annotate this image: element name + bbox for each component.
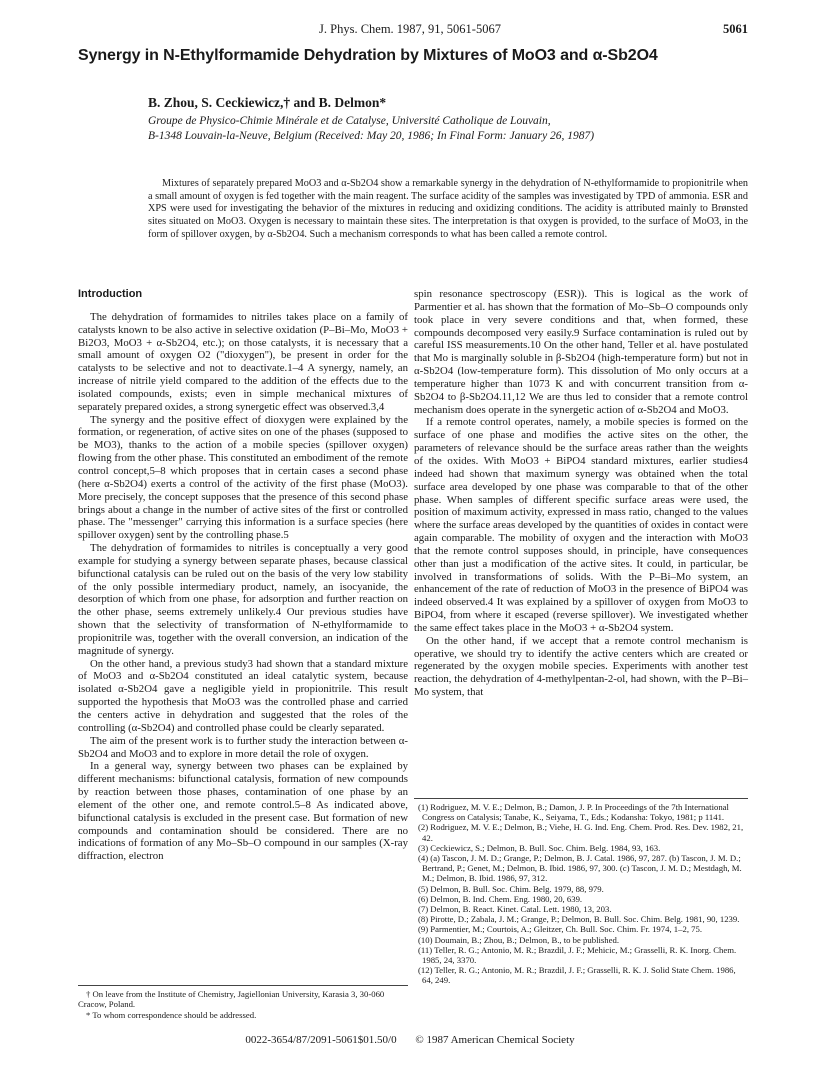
paragraph: On the other hand, if we accept that a remote control mechanism is operative, we should try to identify the active centers which are created or regenerated by the oxygen mobile species. Experiments with another test reaction, the dehydration of 4-methylpentan-2-ol, had shown, with the P–Bi–Mo system, that	[414, 634, 748, 699]
affiliation: Groupe de Physico-Chimie Minérale et de Catalyse, Université Catholique de Louvain, B-1348 Louvain-la-Neuve, Belgium (Received: May 20, 1986; In Final Form: January 26, 1987)	[148, 115, 595, 142]
paragraph: In a general way, synergy between two phases can be explained by different mechanisms: bifunctional catalysis, formation of new compounds by reaction between those phases, contamination of one phase by an element of the other one, and remote control.5–8 As indicated above, bifunctional catalysis is excluded in the present case. But formation of new compounds and contamination should be considered. There are no indications of formation of any Mo–Sb–O compound in our samples (X-ray diffraction, electron	[78, 760, 408, 863]
paragraph: If a remote control operates, namely, a mobile species is formed on the surface of one phase and modifies the active sites on the other, the parameters of relevance should be the surface areas rather than the weights of the oxides. With MoO3 + BiPO4 standard mixtures, earlier studies4 indeed had shown that maximum synergy was obtained when the total surface area developed by one phase was comparable to that of the other phase. When samples of different specific surface areas were used, the position of maximum activity, expressed in mass ratio, changed to the values where the surface areas developed by the quantities of oxides in contact were again comparable. The mobility of oxygen and the interaction with MoO3 that the remote control supposes should, in principle, have consequences other than just a modification of the active sites. It could, in particular, be involved in transformations of solids. With the P–Bi–Mo system, an enhancement of the rate of reduction of MoO3 in the presence of BiPO4 was indeed observed.4 It was explained by a spillover of oxygen from MoO3 to BiPO4, from where it escaped (reverse spillover). We investigated whether the same effect takes place in the MoO3 + α-Sb2O4 system.	[414, 416, 748, 634]
paragraph: The dehydration of formamides to nitriles is conceptually a very good example for studying a synergy between separate phases, because classical bifunctional catalysis can be ruled out on the basis of the very low stability of the only possible intermediary product, namely, an isocyanide, the desorption of which from one phase, for adsorption and further reaction on the other phase, seems extremely unlikely.4 Our previous studies have shown that the selectivity of transformation of N-ethylformamide to propionitrile was, together with the overall conversion, an indication of the magnitude of synergy.	[78, 542, 408, 657]
paragraph: The dehydration of formamides to nitriles takes place on a family of catalysts known to be also active in selective oxidation (P–Bi–Mo, MoO3 + Bi2O3, MoO3 + α-Sb2O4, etc.); on those catalysts, it is necessary that a small amount of oxygen O2 ("dioxygen"), be present in order for the catalysts to be selective and not to deactivate.1–4 A synergy, namely, an increase of nitrile yield compared to the addition of the effects due to the isolated compounds, exists; even in simple mechanical mixtures of separately prepared oxides, a strong synergetic effect was observed.3,4	[78, 310, 408, 413]
left-column	[78, 288, 408, 863]
article-title: Synergy in N-Ethylformamide Dehydration by Mixtures of MoO3 and α-Sb2O4	[78, 47, 658, 64]
reference-item: (9) Parmentier, M.; Courtois, A.; Gleitzer, Ch. Bull. Soc. Chim. Fr. 1974, 1–2, 75.	[418, 924, 703, 935]
reference-item: (4) (a) Tascon, J. M. D.; Grange, P.; Delmon, B. J. Catal. 1986, 97, 287. (b) Tascon, J. M. D.; Bertrand, P.; Genet, M.; Delmon, B. Ibid. 1986, 97, 300. (c) Tascon, J. M. D.; Mestdagh, M. M.; Delmon, B. Ibid. 1986, 97, 312.	[418, 853, 742, 884]
footnotes	[78, 985, 408, 1022]
reference-item: (10) Doumain, B.; Zhou, B.; Delmon, B., to be published.	[418, 934, 620, 945]
footnote-affiliation: † On leave from the Institute of Chemistry, Jagiellonian University, Karasia 3, 30-060 Cracow, Poland.	[78, 989, 385, 1010]
author-list: B. Zhou, S. Ceckiewicz,† and B. Delmon*	[148, 95, 387, 110]
right-column	[414, 288, 748, 699]
reference-item: (12) Teller, R. G.; Antonio, M. R.; Brazdil, J. F.; Grasselli, R. K. J. Solid State Chem. 1986, 64, 249.	[418, 965, 736, 986]
section-heading: Introduction	[78, 288, 143, 300]
reference-item: (3) Ceckiewicz, S.; Delmon, B. Bull. Soc. Chim. Belg. 1984, 93, 163.	[418, 842, 661, 853]
paragraph: On the other hand, a previous study3 had shown that a standard mixture of MoO3 and α-Sb2O4 constituted an ideal catalytic system, because isolated α-Sb2O4 gave a negligible yield in propionitrile. This result supported the hypothesis that MoO3 was the controlled phase and carried the centers active in dehydration and suggested that the roles of the controlling (α-Sb2O4) and controlled phase could be clearly separated.	[78, 657, 408, 734]
footnote-correspondence: * To whom correspondence should be addressed.	[86, 1010, 257, 1021]
abstract: Mixtures of separately prepared MoO3 and α-Sb2O4 show a remarkable synergy in the dehydration of N-ethylformamide to propionitrile when a small amount of oxygen is fed together with the main reagent. The surface acidity of the samples was investigated by TPD of ammonia. ESR and XPS were used for investigating the behavior of the mixtures in reducing and oxidizing conditions. The acidity is attributed mainly to Brønsted sites situated on MoO3. Oxygen is necessary to maintain these sites. The interpretation is that oxygen is provided, to the surface of MoO3, in the form of spillover oxygen, by α-Sb2O4. Such a mechanism corresponds to what has been called a remote control.	[148, 178, 748, 240]
article-code: 0022-3654/87/2091-5061$01.50/0	[245, 1034, 397, 1046]
page-number: 5061	[723, 22, 748, 36]
paragraph: The aim of the present work is to further study the interaction between α-Sb2O4 and MoO3 and to explore in more detail the role of oxygen.	[78, 734, 408, 760]
paragraph: spin resonance spectroscopy (ESR)). This is logical as the work of Parmentier et al. has shown that the formation of Mo–Sb–O compounds only took place in very severe conditions and that, when formed, these compounds decomposed very easily.9 Surface contamination is ruled out by careful ISS measurements.10 On the other hand, Teller et al. have postulated that Mo is marginally soluble in β-Sb2O4 (high-temperature form) but not in α-Sb2O4 (low-temperature form). This dissolution of Mo only occurs at a temperature higher than 1073 K and with concurrent transition from α-Sb2O4 to β-Sb2O4.11,12 We are thus led to consider that a remote control mechanism does operate in the synergetic action of α-Sb2O4 and MoO3.	[414, 288, 748, 416]
reference-item: (2) Rodriguez, M. V. E.; Delmon, B.; Viehe, H. G. Ind. Eng. Chem. Prod. Res. Dev. 1982, 21, 42.	[418, 822, 744, 843]
journal-citation: J. Phys. Chem. 1987, 91, 5061-5067	[319, 22, 501, 36]
paragraph: The synergy and the positive effect of dioxygen were explained by the formation, or regeneration, of active sites on one of the phases (supposed to be MO3), thanks to the action of a mobile species (spillover oxygen) flowing from the other phase. This constituted an embodiment of the remote control concept,5–8 which proposes that in certain cases a second phase (here α-Sb2O4) exerts a control of the activity of the first phase (MoO3). More precisely, the concept supposes that the presence of this second phase brings about a change in the number of active sites of the first or controlled phase. The "messenger" carrying this information is a surface species (here spillover oxygen) sent by the controlling phase.5	[78, 413, 408, 542]
page-footer	[0, 1034, 820, 1046]
running-header	[0, 22, 820, 40]
reference-item: (8) Pirotte, D.; Zabala, J. M.; Grange, P.; Delmon, B. Bull. Soc. Chim. Belg. 1981, 90, 1239.	[418, 914, 740, 925]
reference-item: (6) Delmon, B. Ind. Chem. Eng. 1980, 20, 639.	[418, 893, 583, 904]
reference-item: (11) Teller, R. G.; Antonio, M. R.; Brazdil, J. F.; Mehicic, M.; Grasselli, R. K. Inorg. Chem. 1985, 24, 3370.	[418, 944, 737, 966]
reference-item: (1) Rodriguez, M. V. E.; Delmon, B.; Damon, J. P. In Proceedings of the 7th International Congress on Catalysis; Tanabe, K., Seiyama, T., Eds.; Kodansha: Tokyo, 1981; p 1141.	[418, 802, 729, 823]
reference-list	[414, 798, 748, 986]
copyright: © 1987 American Chemical Society	[415, 1034, 575, 1046]
reference-item: (5) Delmon, B. Bull. Soc. Chim. Belg. 1979, 88, 979.	[418, 883, 604, 894]
reference-item: (7) Delmon, B. React. Kinet. Catal. Lett. 1980, 13, 203.	[418, 904, 612, 915]
